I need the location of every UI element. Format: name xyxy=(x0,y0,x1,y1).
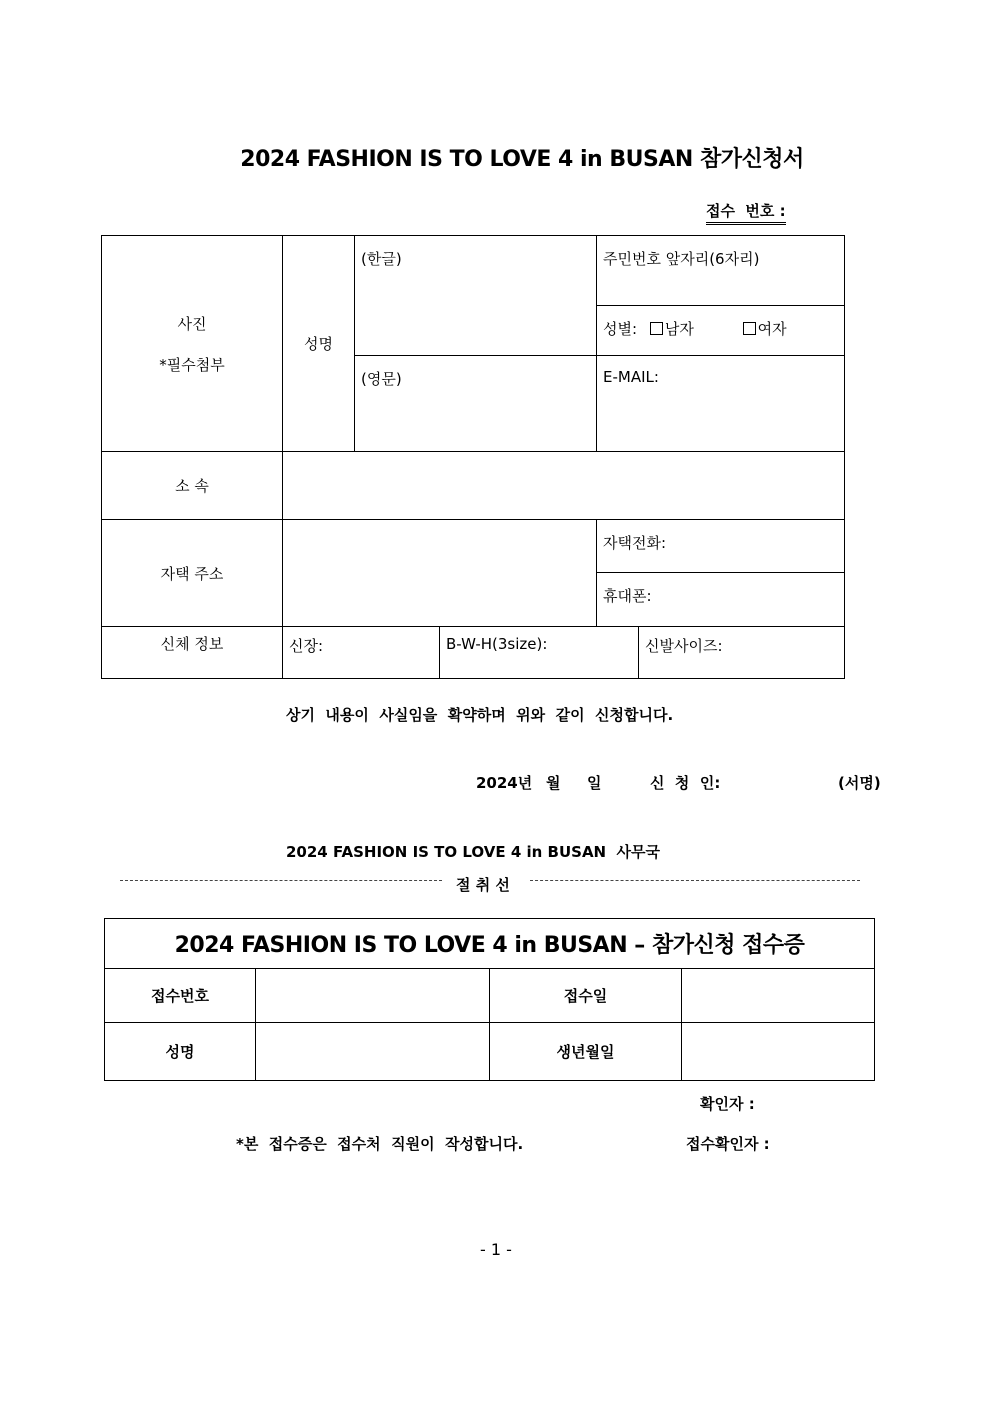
mobile-label: 휴대폰: xyxy=(603,587,652,605)
address-field[interactable] xyxy=(283,520,597,627)
female-option[interactable] xyxy=(743,320,787,338)
receipt-date-field[interactable] xyxy=(682,969,875,1023)
applicant-label: 신 청 인: xyxy=(650,774,721,792)
name-label: 성명 xyxy=(283,236,355,452)
email-label: E-MAIL: xyxy=(603,368,659,386)
photo-note: *필수첨부 xyxy=(159,355,225,374)
affiliation-label: 소 속 xyxy=(102,452,283,520)
receipt-name-label: 성명 xyxy=(105,1023,256,1081)
pledge-text: 상기 내용이 사실임을 확약하며 위와 같이 신청합니다. xyxy=(286,706,674,724)
id-number-field[interactable] xyxy=(597,236,845,306)
receipt-birth-field[interactable] xyxy=(682,1023,875,1081)
male-label: 남자 xyxy=(664,320,694,338)
receipt-form xyxy=(104,918,875,1081)
cut-line-label: 절 취 선 xyxy=(456,876,510,894)
female-checkbox[interactable] xyxy=(743,322,756,335)
date-month: 월 xyxy=(546,774,561,792)
receipt-birth-label: 생년월일 xyxy=(490,1023,682,1081)
height-field[interactable] xyxy=(283,627,440,679)
page-title: 2024 FASHION IS TO LOVE 4 in BUSAN 참가신청서 xyxy=(240,147,804,172)
mobile-field[interactable] xyxy=(597,573,845,627)
cut-line-left xyxy=(120,880,442,881)
height-label: 신장: xyxy=(289,637,324,655)
receipt-note: *본 접수증은 접수처 직원이 작성합니다. xyxy=(236,1135,524,1153)
english-name-label: (영문) xyxy=(361,370,402,388)
signature-label: (서명) xyxy=(838,774,881,792)
home-phone-label: 자택전화: xyxy=(603,534,667,552)
male-checkbox[interactable] xyxy=(650,322,663,335)
office-name: 2024 FASHION IS TO LOVE 4 in BUSAN 사무국 xyxy=(286,843,661,861)
receipt-date-label: 접수일 xyxy=(490,969,682,1023)
receipt-name-field[interactable] xyxy=(256,1023,490,1081)
receipt-number-label: 접수 번호 : xyxy=(706,200,786,225)
affiliation-field[interactable] xyxy=(283,452,845,520)
page-number: - 1 - xyxy=(480,1240,512,1259)
korean-name-field[interactable] xyxy=(355,236,597,356)
female-label: 여자 xyxy=(757,320,787,338)
bwh-label: B-W-H(3size): xyxy=(446,635,548,653)
shoe-size-label: 신발사이즈: xyxy=(645,637,723,655)
receipt-title: 2024 FASHION IS TO LOVE 4 in BUSAN – 참가신청 접수증 xyxy=(105,919,875,969)
receipt-number-field[interactable] xyxy=(256,969,490,1023)
photo-label: 사진 xyxy=(177,314,207,333)
photo-cell[interactable] xyxy=(102,236,283,452)
korean-name-label: (한글) xyxy=(361,250,402,268)
english-name-field[interactable] xyxy=(355,356,597,452)
date-year: 2024년 xyxy=(476,774,533,792)
male-option[interactable] xyxy=(650,320,694,338)
email-field[interactable] xyxy=(597,356,845,452)
home-phone-field[interactable] xyxy=(597,520,845,573)
address-label: 자택 주소 xyxy=(102,520,283,627)
cut-line-right xyxy=(530,880,860,881)
application-form xyxy=(101,235,845,679)
date-day: 일 xyxy=(587,774,602,792)
bwh-field[interactable] xyxy=(440,627,639,679)
shoe-size-field[interactable] xyxy=(639,627,845,679)
gender-label: 성별: xyxy=(603,320,638,338)
id-number-label: 주민번호 앞자리(6자리) xyxy=(603,250,760,268)
body-info-label: 신체 정보 xyxy=(102,627,283,679)
receipt-number-cell-label: 접수번호 xyxy=(105,969,256,1023)
gender-field xyxy=(597,306,845,356)
confirmer-label: 확인자 : xyxy=(700,1095,755,1113)
receipt-confirmer-label: 접수확인자 : xyxy=(686,1135,770,1153)
